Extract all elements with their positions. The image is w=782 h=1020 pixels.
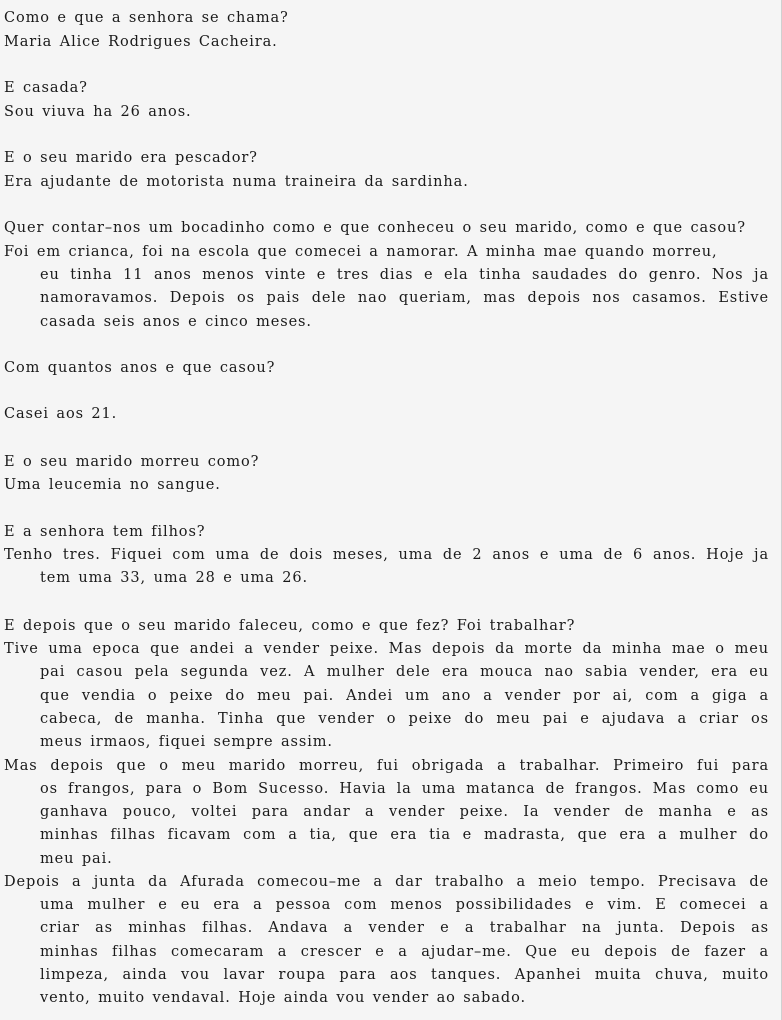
text-line: pai casou pela segunda vez. A mulher dele era mouca nao sabia vender, era eu	[40, 664, 769, 680]
text-line: casada seis anos e cinco meses.	[40, 314, 312, 330]
text-line: E depois que o seu marido faleceu, como e que fez? Foi trabalhar?	[4, 618, 576, 634]
text-line: Quer contar–nos um bocadinho como e que conheceu o seu marido, como e que casou?	[4, 220, 746, 236]
text-line: Depois a junta da Afurada comecou–me a dar trabalho a meio tempo. Precisava de	[4, 874, 769, 890]
text-line: que vendia o peixe do meu pai. Andei um ano a vender por ai, com a giga a	[40, 688, 769, 704]
text-line: Com quantos anos e que casou?	[4, 360, 276, 376]
text-line: criar as minhas filhas. Andava a vender e a trabalhar na junta. Depois as	[40, 920, 769, 936]
text-line: namoravamos. Depois os pais dele nao queriam, mas depois nos casamos. Estive	[40, 290, 769, 306]
text-line: tem uma 33, uma 28 e uma 26.	[40, 570, 308, 586]
text-line: Tenho tres. Fiquei com uma de dois meses, uma de 2 anos e uma de 6 anos. Hoje ja	[4, 547, 769, 563]
text-line: E casada?	[4, 80, 88, 96]
text-line: ganhava pouco, voltei para andar a vender peixe. Ia vender de manha e as	[40, 804, 769, 820]
text-line: Mas depois que o meu marido morreu, fui obrigada a trabalhar. Primeiro fui para	[4, 758, 769, 774]
text-line: E a senhora tem filhos?	[4, 524, 206, 540]
text-line: minhas filhas comecaram a crescer e a ajudar–me. Que eu depois de fazer a	[40, 944, 769, 960]
text-line: Como e que a senhora se chama?	[4, 10, 289, 26]
text-line: uma mulher e eu era a pessoa com menos possibilidades e vim. E comecei a	[40, 897, 769, 913]
text-line: E o seu marido morreu como?	[4, 454, 260, 470]
text-line: Tive uma epoca que andei a vender peixe. Mas depois da morte da minha mae o meu	[4, 641, 769, 657]
text-line: vento, muito vendaval. Hoje ainda vou vender ao sabado.	[40, 990, 526, 1006]
text-line: meus irmaos, fiquei sempre assim.	[40, 734, 333, 750]
text-line: Era ajudante de motorista numa traineira da sardinha.	[4, 174, 469, 190]
text-line: os frangos, para o Bom Sucesso. Havia la uma matanca de frangos. Mas como eu	[40, 781, 769, 797]
text-line: Casei aos 21.	[4, 406, 118, 422]
text-line: Foi em crianca, foi na escola que comecei a namorar. A minha mae quando morreu,	[4, 244, 718, 260]
text-line: Sou viuva ha 26 anos.	[4, 104, 192, 120]
text-line: E o seu marido era pescador?	[4, 150, 258, 166]
text-line: Maria Alice Rodrigues Cacheira.	[4, 34, 278, 50]
text-line: cabeca, de manha. Tinha que vender o peixe do meu pai e ajudava a criar os	[40, 711, 769, 727]
text-line: limpeza, ainda vou lavar roupa para aos tanques. Apanhei muita chuva, muito	[40, 967, 769, 983]
text-line: meu pai.	[40, 851, 113, 867]
text-line: eu tinha 11 anos menos vinte e tres dias e ela tinha saudades do genro. Nos ja	[40, 267, 769, 283]
text-line: Uma leucemia no sangue.	[4, 477, 221, 493]
text-line: minhas filhas ficavam com a tia, que era tia e madrasta, que era a mulher do	[40, 827, 769, 843]
